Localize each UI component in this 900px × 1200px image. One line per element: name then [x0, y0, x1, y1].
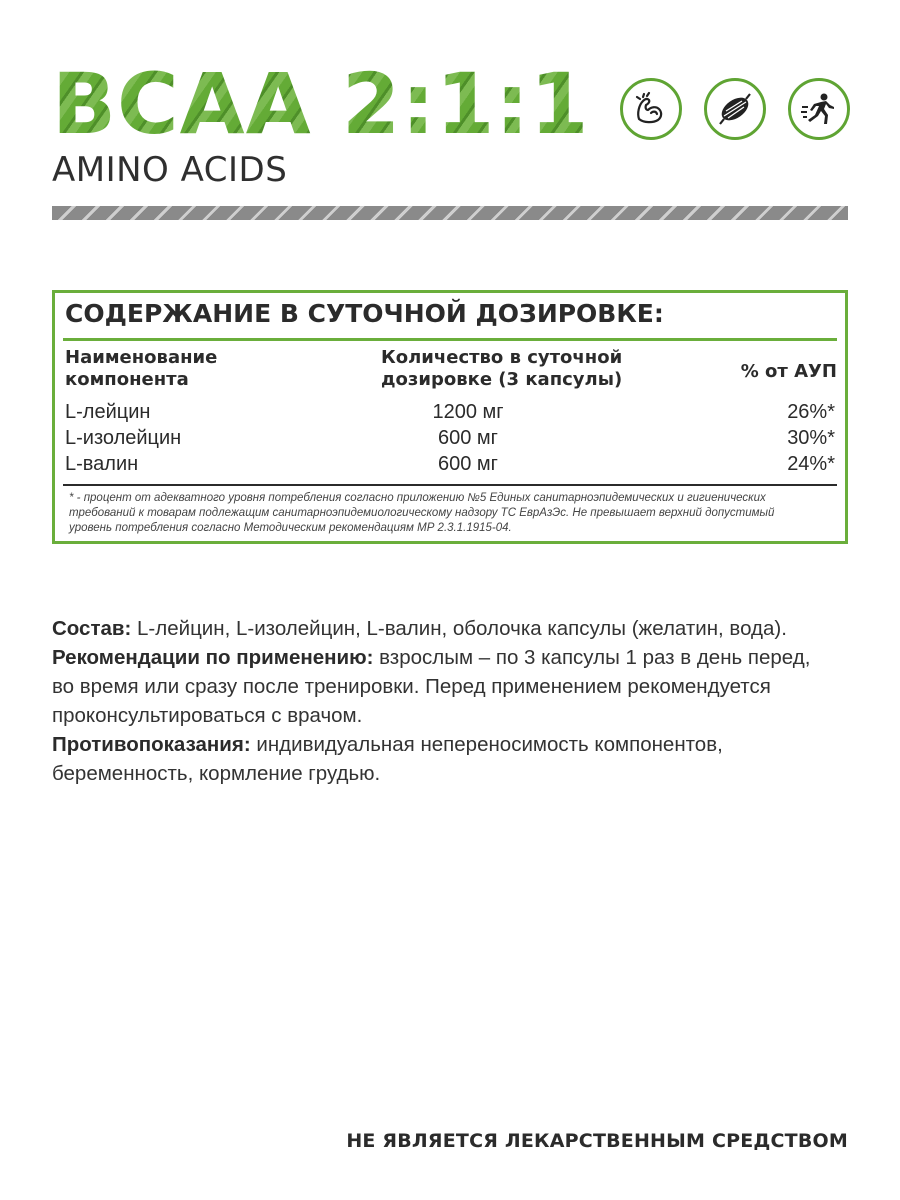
contraindications-paragraph	[52, 730, 832, 788]
product-title: BCAA 2:1:1	[52, 55, 590, 153]
component-name: L-изолейцин	[65, 427, 182, 449]
column-header-quantity	[381, 347, 622, 391]
decorative-stripe	[52, 206, 848, 220]
component-quantity: 600 мг	[438, 427, 498, 449]
table-row	[55, 401, 845, 427]
feature-icons	[620, 78, 850, 140]
usage-paragraph	[52, 643, 832, 730]
composition-text: L-лейцин, L-изолейцин, L-валин, оболочка капсулы (желатин, вода).	[131, 617, 787, 640]
panel-divider	[63, 338, 837, 341]
nutrition-panel	[52, 290, 848, 544]
component-percent: 30%*	[787, 427, 835, 449]
flexed-arm-icon	[620, 78, 682, 140]
contraindications-label: Противопоказания:	[52, 733, 251, 756]
column-header-quantity-line2: дозировке (3 капсулы)	[381, 369, 623, 390]
component-quantity: 600 мг	[438, 453, 498, 475]
footnote-divider	[63, 484, 837, 486]
column-header-quantity-line1: Количество в суточной	[381, 347, 623, 368]
table-row	[55, 427, 845, 453]
composition-label: Состав:	[52, 617, 132, 640]
table-row	[55, 453, 845, 479]
component-quantity: 1200 мг	[432, 401, 504, 423]
composition-paragraph	[52, 614, 832, 643]
component-percent: 24%*	[787, 453, 835, 475]
panel-title: СОДЕРЖАНИЕ В СУТОЧНОЙ ДОЗИРОВКЕ:	[65, 299, 664, 328]
component-percent: 26%*	[787, 401, 835, 423]
column-header-name-line2: компонента	[65, 369, 189, 390]
disclaimer-text: НЕ ЯВЛЯЕТСЯ ЛЕКАРСТВЕННЫМ СРЕДСТВОМ	[346, 1130, 848, 1152]
contraindications-text: индивидуальная непереносимость компонентов, беременность, кормление грудью.	[52, 733, 723, 785]
usage-label: Рекомендации по применению:	[52, 646, 374, 669]
component-name: L-лейцин	[65, 401, 151, 423]
product-info	[52, 614, 832, 788]
column-header-name-line1: Наименование	[65, 347, 218, 368]
usage-text: взрослым – по 3 капсулы 1 раз в день перед, во время или сразу после тренировки. Перед применением рекомендуется проконсультироваться с врачом.	[52, 646, 811, 727]
column-header-percent: % от АУП	[740, 361, 837, 382]
muscle-fiber-icon	[704, 78, 766, 140]
component-name: L-валин	[65, 453, 139, 475]
column-header-name	[65, 347, 217, 391]
running-man-icon	[788, 78, 850, 140]
footnote: * - процент от адекватного уровня потребления согласно приложению №5 Единых санитарноэпидемических и гигиенических требований к товарам подлежащим санитарноэпидемиологическому надзору ТС ЕврАзЭс. Не превышает верхний допустимый уровень потребления согласно Методическим рекомендациям МР 2.3.1.1915-04.	[69, 492, 775, 534]
product-subtitle: AMINO ACIDS	[52, 150, 288, 190]
